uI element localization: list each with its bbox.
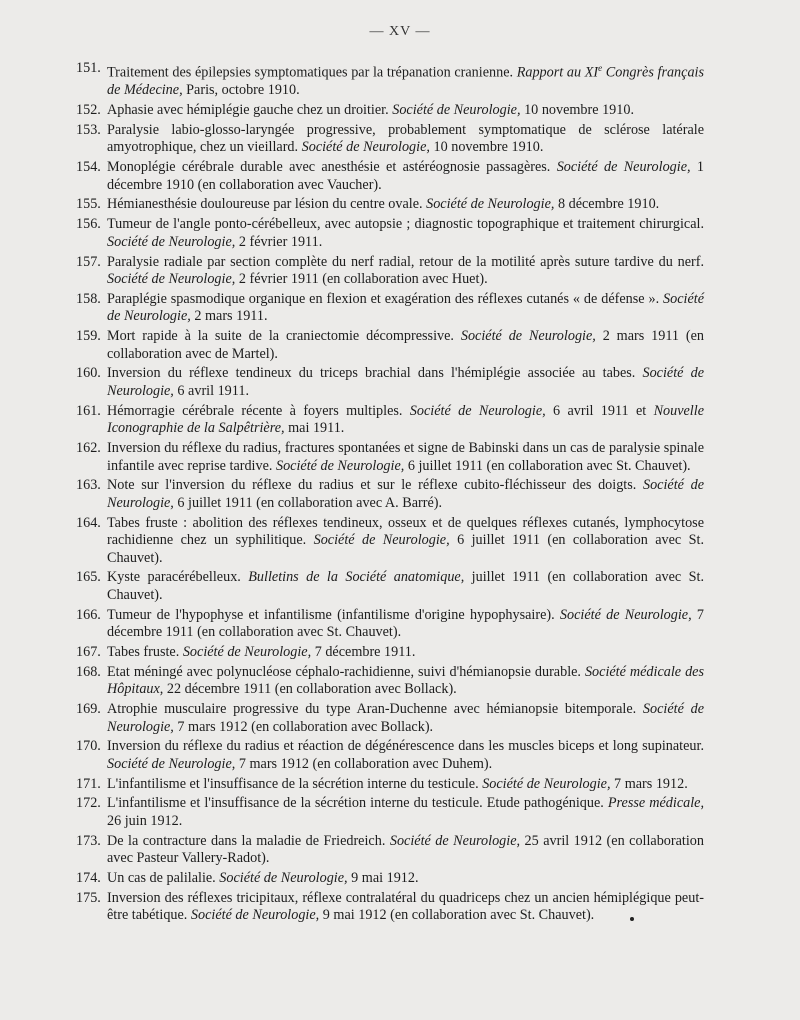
entry-text — [107, 196, 704, 214]
entry-text-segment: Inversion du réflexe du radius et réaction de dégénérescence dans les muscles biceps et long supinateur. — [107, 738, 704, 755]
journal-reference: Société de Neurologie, — [301, 139, 430, 156]
journal-reference: Société de Neurologie, — [107, 233, 236, 250]
bibliography-entry — [76, 515, 704, 568]
journal-reference: Société de Neurologie, — [275, 457, 405, 474]
entry-text-segment: 6 juillet 1911 (en collaboration avec St. Chauvet). — [107, 532, 704, 566]
entry-text-segment: 7 mars 1912. — [610, 775, 688, 792]
entry-text — [107, 328, 704, 363]
bibliography-entry — [76, 254, 704, 289]
bibliography-entry — [76, 159, 704, 194]
bibliography-entry — [76, 102, 704, 120]
entry-number: 173. — [76, 832, 101, 849]
entry-text — [107, 515, 704, 568]
entry-text — [107, 291, 704, 326]
bibliography-entry — [76, 291, 704, 326]
entry-text — [107, 738, 704, 773]
entry-number: 175. — [76, 889, 101, 906]
entry-number: 165. — [76, 569, 101, 586]
entry-text-segment: Paraplégie spasmodique organique en flexion et exagération des réflexes cutanés « de défense ». — [107, 290, 664, 307]
journal-reference: Société de Neurologie, — [460, 328, 596, 345]
entry-text-segment: 10 novembre 1910. — [520, 102, 635, 119]
entry-number: 157. — [76, 253, 101, 270]
journal-reference: e — [598, 63, 603, 73]
bibliography-entry — [76, 60, 704, 100]
entry-text — [107, 60, 704, 100]
entry-text-segment: 9 mai 1912. — [347, 870, 419, 887]
entry-text — [107, 477, 704, 512]
bibliography-entry — [76, 216, 704, 251]
entry-text-segment: 26 juin 1912. — [107, 812, 183, 829]
entry-text-segment: Tumeur de l'hypophyse et infantilisme (infantilisme d'origine hypophysaire). — [107, 606, 560, 623]
entry-text — [107, 403, 704, 438]
entry-number: 167. — [76, 643, 101, 660]
entry-number: 162. — [76, 440, 101, 456]
entry-number: 163. — [76, 477, 101, 494]
journal-reference: Société de Neurologie, — [482, 775, 611, 792]
entry-text-segment: 25 avril 1912 (en collaboration avec Pasteur Vallery-Radot). — [107, 832, 704, 867]
entry-text — [107, 890, 704, 925]
entry-text-segment: De la contracture dans la maladie de Friedreich. — [107, 832, 390, 849]
entry-number: 161. — [76, 402, 101, 419]
entry-text — [107, 216, 704, 251]
entry-number: 166. — [76, 606, 101, 623]
journal-reference: Société de Neurologie, — [107, 477, 704, 511]
entry-text — [107, 701, 704, 736]
entry-text — [107, 440, 704, 475]
bibliography-entry — [76, 477, 704, 512]
entry-number: 156. — [76, 216, 101, 233]
entry-number: 164. — [76, 514, 101, 531]
entry-text-segment: 7 décembre 1911. — [311, 643, 416, 660]
entry-text — [107, 870, 704, 888]
bibliography-entry — [76, 440, 704, 475]
entry-text-segment: Aphasie avec hémiplégie gauche chez un droitier. — [107, 102, 393, 119]
entry-number: 158. — [76, 290, 101, 307]
entry-text — [107, 365, 704, 400]
journal-reference: Société de Neurologie, — [107, 755, 236, 772]
entry-number: 174. — [76, 870, 101, 887]
entry-text-segment: Atrophie musculaire progressive du type Aran-Duchenne avec hémianopsie bitemporale. — [107, 701, 643, 718]
journal-reference: Nouvelle Iconographie de la Salpêtrière, — [107, 402, 704, 437]
entry-number: 170. — [76, 738, 101, 755]
bibliography-entry — [76, 701, 704, 736]
journal-reference: Presse médicale, — [607, 795, 704, 812]
entry-text-segment: Hémorragie cérébrale récente à foyers multiples. — [107, 402, 410, 419]
journal-reference: Société de Neurologie, — [107, 365, 704, 399]
entry-number: 155. — [76, 196, 101, 213]
journal-reference: Rapport au XI — [516, 64, 599, 81]
entry-number: 159. — [76, 328, 101, 345]
journal-reference: Société de Neurologie, — [182, 643, 312, 660]
journal-reference: Société de Neurologie, — [426, 196, 555, 213]
entry-text — [107, 644, 704, 662]
page-header: — XV — — [369, 24, 431, 39]
entry-text-segment: 1 décembre 1910 (en collaboration avec Vaucher). — [107, 159, 704, 193]
entry-text-segment: 10 novembre 1910. — [429, 139, 544, 156]
entry-text-segment: 8 décembre 1910. — [554, 196, 660, 213]
journal-reference: Bulletins de la Société anatomique, — [248, 569, 465, 586]
entry-text-segment: Mort rapide à la suite de la craniectomie décompressive. — [107, 328, 461, 345]
entry-number: 169. — [76, 701, 101, 718]
entry-text — [107, 795, 704, 830]
entry-text-segment: 7 décembre 1911 (en collaboration avec St. Chauvet). — [107, 606, 705, 641]
entry-text-segment: mai 1911. — [284, 420, 345, 437]
entry-text-segment: L'infantilisme et l'insuffisance de la sécrétion interne du testicule. — [107, 775, 483, 792]
bibliography-entry — [76, 607, 704, 642]
entry-text-segment: 2 mars 1911. — [190, 308, 268, 325]
entry-text-segment: Paralysie radiale par section complète du nerf radial, retour de la motilité après suture tardive du nerf. — [107, 253, 704, 270]
entry-text-segment: Inversion du réflexe du radius, fractures spontanées et signe de Babinski dans un cas de paralysie spinale infantile avec reprise tardive. — [107, 440, 704, 474]
entry-text-segment: Inversion du réflexe tendineux du triceps brachial dans l'hémiplégie associée au tabes. — [107, 365, 643, 382]
entry-text — [107, 776, 704, 794]
entry-text-segment: Tumeur de l'angle ponto-cérébelleux, avec autopsie ; diagnostic topographique et traitement chirurgical. — [107, 216, 704, 233]
entry-text-segment: 22 décembre 1911 (en collaboration avec Bollack). — [163, 681, 457, 698]
entry-text-segment: 6 juillet 1911 (en collaboration avec St. Chauvet). — [404, 457, 691, 474]
entry-text-segment: Paris, octobre 1910. — [182, 82, 300, 99]
entry-text-segment: Un cas de palilalie. — [107, 870, 220, 887]
entry-number: 171. — [76, 775, 101, 792]
entry-text — [107, 607, 704, 642]
entry-text — [107, 254, 704, 289]
journal-reference: Société de Neurologie, — [107, 271, 236, 288]
entry-text-segment: 7 mars 1912 (en collaboration avec Duhem). — [235, 755, 493, 772]
entry-text — [107, 102, 704, 120]
bibliography-entry — [76, 664, 704, 699]
bibliography-list — [76, 60, 704, 927]
bibliography-entry — [76, 365, 704, 400]
journal-reference: Société de Neurologie, — [389, 832, 521, 849]
journal-reference: Société de Neurologie, — [392, 102, 521, 119]
journal-reference: Société de Neurologie, — [190, 907, 320, 924]
entry-text — [107, 833, 704, 868]
journal-reference: Société de Neurologie, — [556, 159, 691, 176]
entry-text-segment: 2 mars 1911 (en collaboration avec de Martel). — [107, 328, 704, 362]
entry-text-segment: 7 mars 1912 (en collaboration avec Bollack). — [173, 718, 434, 735]
entry-number: 154. — [76, 159, 101, 176]
entry-text-segment: 9 mai 1912 (en collaboration avec St. Chauvet). — [319, 907, 595, 924]
journal-reference: Société de Neurologie, — [107, 290, 704, 325]
entry-text-segment: Kyste paracérébelleux. — [107, 569, 249, 586]
entry-number: 153. — [76, 121, 101, 138]
entry-number: 168. — [76, 663, 101, 680]
bibliography-entry — [76, 569, 704, 604]
bibliography-entry — [76, 738, 704, 773]
journal-reference: Congrès français de Médecine, — [107, 64, 705, 99]
entry-text-segment: 6 avril 1911. — [173, 382, 249, 399]
entry-text-segment: Inversion des réflexes tricipitaux, réflexe contralatéral du quadriceps chez un ancien hémiplégique peut-être tabétique. — [107, 889, 704, 924]
bibliography-entry — [76, 870, 704, 888]
bibliography-entry — [76, 776, 704, 794]
entry-text-segment: Paralysie labio-glosso-laryngée progressive, probablement symptomatique de sclérose latérale amyotrophique, chez un vieillard. — [107, 121, 704, 156]
bibliography-entry — [76, 890, 704, 925]
entry-text — [107, 122, 704, 157]
entry-text-segment: L'infantilisme et l'insuffisance de la sécrétion interne du testicule. Etude pathogénique. — [107, 795, 608, 812]
entry-text-segment: Note sur l'inversion du réflexe du radius et sur le réflexe cubito-fléchisseur des doigts. — [107, 477, 643, 494]
journal-reference: Société de Neurologie, — [219, 870, 348, 887]
bibliography-entry — [76, 795, 704, 830]
entry-text — [107, 569, 704, 604]
entry-text-segment: 6 avril 1911 et — [545, 402, 654, 419]
bibliography-entry — [76, 122, 704, 157]
entry-text-segment: Traitement des épilepsies symptomatiques par la trépanation cranienne. — [107, 64, 517, 81]
entry-text-segment: juillet 1911 (en collaboration avec St. Chauvet). — [107, 569, 704, 603]
entry-text-segment: 2 février 1911. — [235, 233, 323, 250]
journal-reference: Société de Neurologie, — [559, 606, 692, 623]
journal-reference: Société médicale des Hôpitaux, — [107, 663, 704, 698]
entry-number: 151. — [76, 60, 101, 76]
entry-text — [107, 159, 704, 194]
entry-text-segment: 6 juillet 1911 (en collaboration avec A. Barré). — [173, 494, 443, 511]
bibliography-entry — [76, 328, 704, 363]
bibliography-entry — [76, 403, 704, 438]
entry-text-segment: Monoplégie cérébrale durable avec anesthésie et astéréognosie passagères. — [107, 159, 557, 176]
bibliography-entry — [76, 644, 704, 662]
bibliography-entry — [76, 196, 704, 214]
bibliography-entry — [76, 833, 704, 868]
entry-number: 152. — [76, 102, 101, 119]
entry-text-segment: Etat méningé avec polynucléose céphalo-rachidienne, suivi d'hémianopsie durable. — [107, 663, 585, 680]
entry-text-segment: Hémianesthésie douloureuse par lésion du centre ovale. — [107, 196, 427, 213]
entry-text — [107, 664, 704, 699]
entry-number: 172. — [76, 795, 101, 812]
journal-reference: Société de Neurologie, — [409, 402, 546, 419]
journal-reference: Société de Neurologie, — [313, 532, 450, 549]
entry-text-segment: Tabes fruste. — [107, 643, 183, 660]
entry-text-segment: 2 février 1911 (en collaboration avec Huet). — [235, 271, 488, 288]
journal-reference: Société de Neurologie, — [107, 701, 704, 735]
entry-text-segment: Tabes fruste : abolition des réflexes tendineux, osseux et de quelques réflexes cutanés, lymphocytose rachidienne chez un syphilitique. — [107, 514, 704, 549]
entry-number: 160. — [76, 365, 101, 382]
ink-dot — [630, 917, 634, 921]
